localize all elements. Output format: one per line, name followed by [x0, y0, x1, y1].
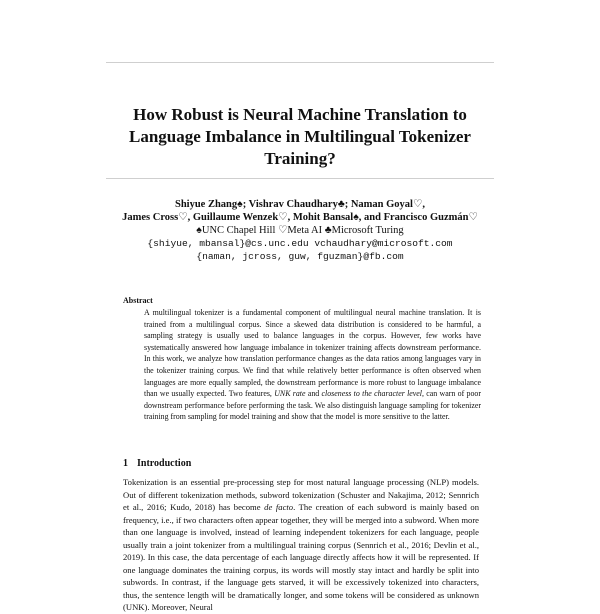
emails-line-2: {naman, jcross, guw, fguzman}@fb.com	[196, 251, 404, 262]
intro-text-a: Tokenization is an essential pre-processing step for most natural language processing (NLP) models. Out of different tokenization methods, subword tokenization (Schuster and Nakajima, 2012; Sennrich et al., 2016; Kudo, 2018) has become	[123, 477, 479, 512]
affiliations: ♠UNC Chapel Hill ♡Meta AI ♣Microsoft Turing	[196, 225, 404, 236]
abstract-body	[144, 307, 481, 423]
paper-title	[60, 104, 540, 170]
top-rule	[106, 62, 494, 63]
abstract-text-1: A multilingual tokenizer is a fundamental component of multilingual neural machine translation. It is trained from a multilingual corpus. Since a skewed data distribution is considered to be harmful, a sampling strategy is usually used to balance languages in the corpus. However, few works have systematically answered how language imbalance in tokenizer training affects downstream performance. In this work, we analyze how translation performance changes as the data ratios among languages vary in the tokenizer training corpus. We find that while relatively better performance is often observed when languages are more equally sampled, the downstream performance is more robust to language imbalance than we usually expected. Two features,	[144, 308, 481, 399]
title-rule	[106, 178, 494, 179]
abstract-term-closeness: closeness to the character level	[321, 389, 422, 399]
author-block	[60, 198, 540, 263]
section-heading	[123, 458, 191, 469]
abstract-term-unk-rate: UNK rate	[274, 389, 306, 399]
emails-line-1: {shiyue, mbansal}@cs.unc.edu vchaudhary@microsoft.com	[147, 238, 453, 249]
intro-text-b: . The creation of each subword is mainly based on frequency, i.e., if two characters often appear together, they will be merged into a subword. When more than one language is involved, instead of learning independent tokenizers for each language, people usually train a joint tokenizer from a multilingual training corpus (Sennrich et al., 2016; Devlin et al., 2019). In this case, the data percentage of each language directly affects how it will be represented. If one language dominates the training corpus, its words will mostly stay intact and hardly be split into subwords. In contrast, if the language gets starved, it will be excessively tokenized into characters, thus, the sentence length will be dramatically longer, and some tokens will be considered as unknown (UNK). Moreover, Neural	[123, 502, 479, 612]
section-title: Introduction	[137, 458, 192, 469]
title-line-1: How Robust is Neural Machine Translation to	[133, 105, 467, 124]
abstract-and: and	[305, 389, 322, 399]
authors-line-2: James Cross♡, Guillaume Wenzek♡, Mohit Bansal♠, and Francisco Guzmán♡	[122, 212, 478, 223]
introduction-body	[123, 476, 479, 614]
title-line-3: Training?	[264, 149, 336, 168]
section-number: 1	[123, 458, 128, 469]
intro-term-de-facto: de facto	[264, 502, 294, 512]
authors-line-1: Shiyue Zhang♠; Vishrav Chaudhary♣; Naman Goyal♡,	[174, 199, 426, 210]
title-line-2: Language Imbalance in Multilingual Tokenizer	[129, 127, 471, 146]
abstract-text-2: , can warn of poor downstream performance before performing the task. We also distinguish language sampling for tokenizer training from sampling for model training and show that the model is more sensitive to the latter.	[144, 389, 481, 422]
abstract-heading: Abstract	[123, 296, 153, 305]
